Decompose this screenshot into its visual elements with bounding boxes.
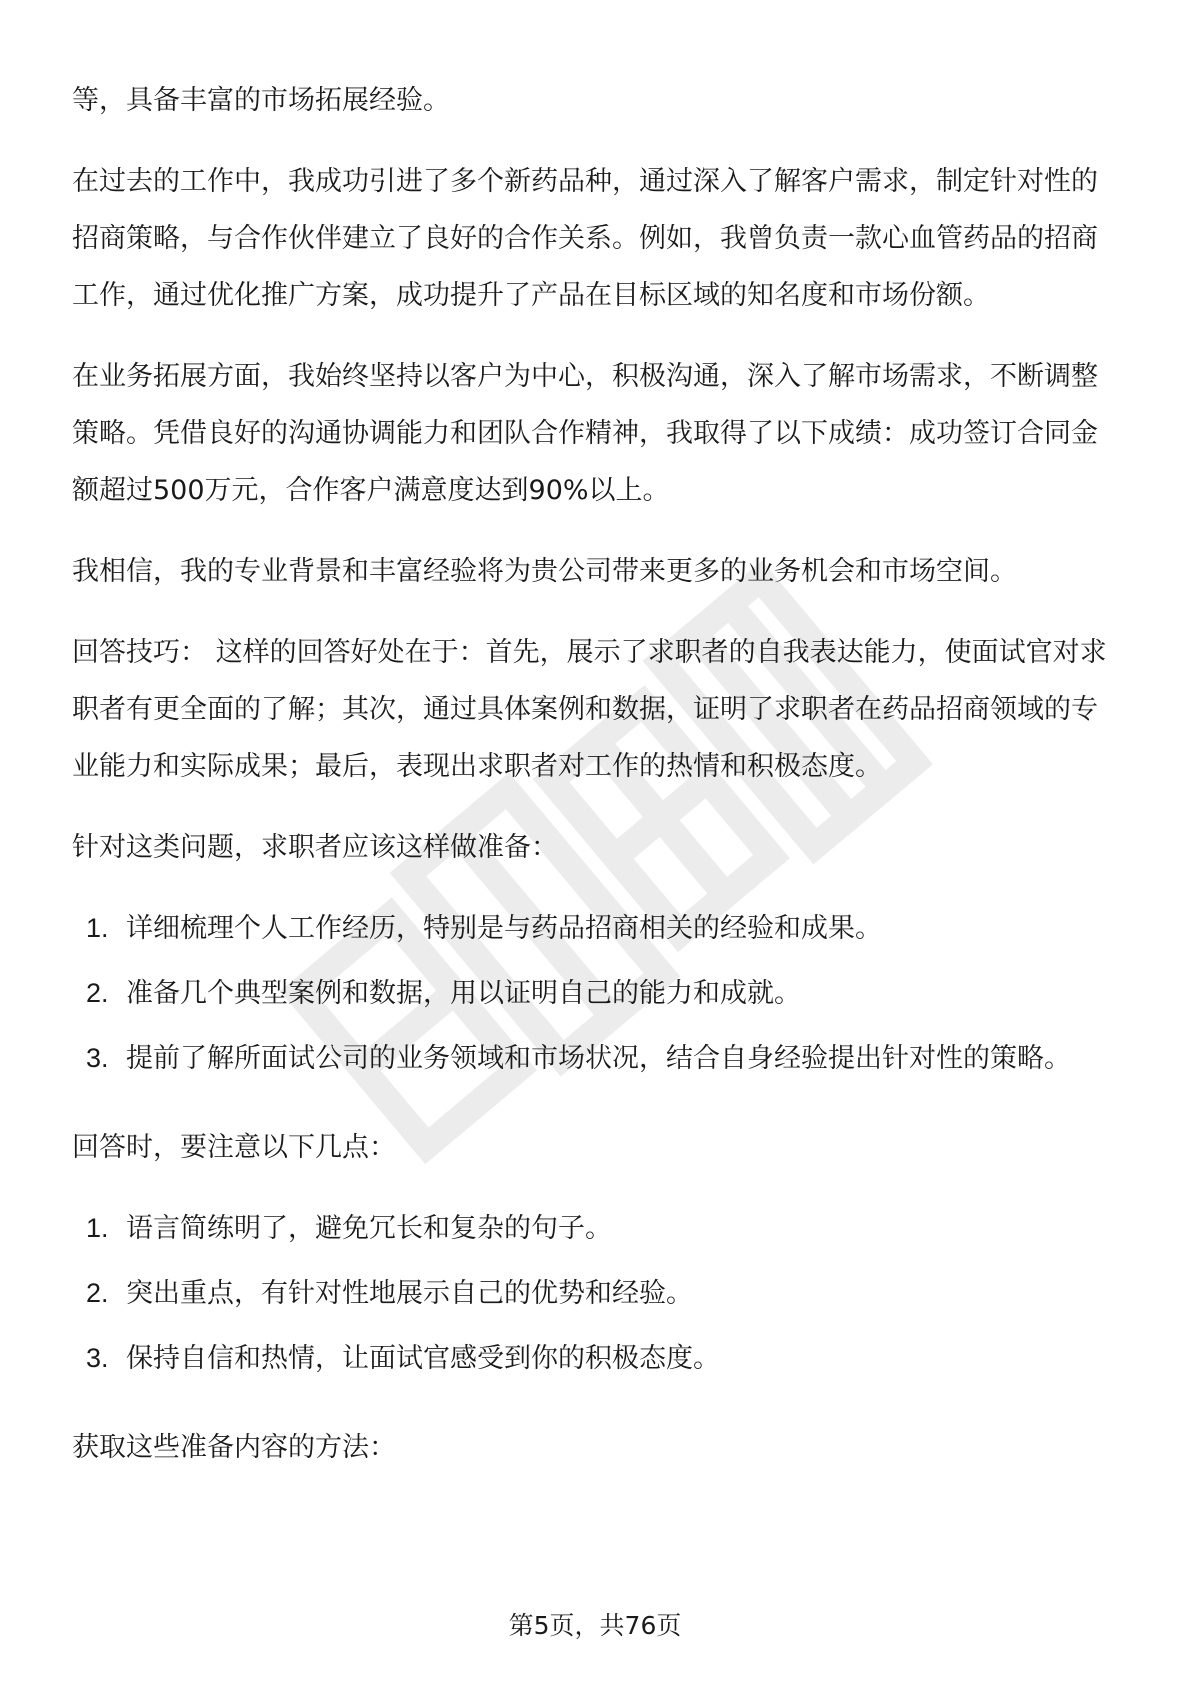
paragraph-work-experience: 在过去的工作中，我成功引进了多个新药品种，通过深入了解客户需求，制定针对性的招商策略，与合作伙伴建立了良好的合作关系。例如，我曾负责一款心血管药品的招商工作，通过优化推广方案，成功提升了产品在目标区域的知名度和市场份额。 [72,166,1098,311]
document-body [72,72,1120,1476]
paragraph-prep-heading: 针对这类问题，求职者应该这样做准备： [72,832,558,863]
prep-list [72,900,1120,1087]
list-number: 3. [86,1343,109,1373]
list-item [72,1200,1120,1257]
list-number: 3. [86,1043,109,1073]
list-number: 1. [86,1213,109,1243]
paragraph-belief: 我相信，我的专业背景和丰富经验将为贵公司带来更多的业务机会和市场空间。 [72,556,1017,587]
list-item-text: 提前了解所面试公司的业务领域和市场状况，结合自身经验提出针对性的策略。 [126,1043,1071,1074]
notes-list [72,1200,1120,1387]
list-item [72,965,1120,1022]
list-item [72,900,1120,957]
list-item [72,1330,1120,1387]
list-item-text: 语言简练明了，避免冗长和复杂的句子。 [126,1213,612,1244]
list-number: 2. [86,1278,109,1308]
paragraph-closing-heading: 获取这些准备内容的方法： [72,1432,396,1463]
list-item [72,1265,1120,1322]
page-number-footer: 第5页，共76页 [508,1611,682,1640]
list-number: 2. [86,978,109,1008]
list-number: 1. [86,913,109,943]
list-item-text: 准备几个典型案例和数据，用以证明自己的能力和成就。 [126,978,801,1009]
list-item [72,1030,1120,1087]
paragraph-notes-heading: 回答时，要注意以下几点： [72,1132,396,1163]
list-item-text: 突出重点，有针对性地展示自己的优势和经验。 [126,1278,693,1309]
paragraph-answer-tips: 回答技巧： 这样的回答好处在于：首先，展示了求职者的自我表达能力，使面试官对求职者有更全面的了解；其次，通过具体案例和数据，证明了求职者在药品招商领域的专业能力和实际成果；最后，表现出求职者对工作的热情和积极态度。 [72,637,1107,782]
list-item-text: 保持自信和热情，让面试官感受到你的积极态度。 [126,1343,720,1374]
list-item-text: 详细梳理个人工作经历，特别是与药品招商相关的经验和成果。 [126,913,882,944]
paragraph-intro-fragment: 等，具备丰富的市场拓展经验。 [72,85,450,116]
paragraph-business-expansion: 在业务拓展方面，我始终坚持以客户为中心，积极沟通，深入了解市场需求，不断调整策略。凭借良好的沟通协调能力和团队合作精神，我取得了以下成绩：成功签订合同金额超过500万元，合作客户满意度达到90%以上。 [72,361,1098,506]
